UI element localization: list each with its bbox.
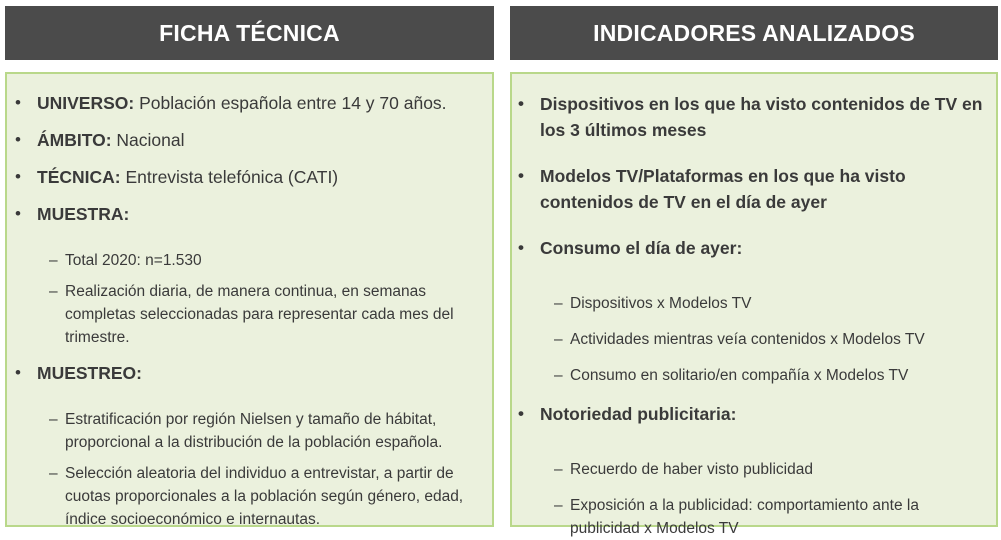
bullet-icon: • [15,204,21,223]
item-text: Dispositivos en los que ha visto contenidos de TV en los 3 últimos meses [540,94,983,140]
sub-item-text: Total 2020: n=1.530 [65,252,202,269]
item-text: Consumo el día de ayer: [540,238,743,258]
item-text: Entrevista telefónica (CATI) [120,167,339,187]
sub-item-text: Realización diaria, de manera continua, en semanas completas seleccionadas para representar cada mes del trimestre. [65,283,454,346]
sub-item [554,458,976,481]
item-text: Nacional [111,130,185,150]
item-text: Modelos TV/Plataformas en los que ha visto contenidos de TV en el día de ayer [540,166,906,212]
list-item-dispositivos [518,91,986,143]
sub-item [49,462,480,531]
dash-icon: – [554,367,563,384]
list-item-tecnica [15,164,486,190]
muestra-sublist [37,233,486,349]
item-label: TÉCNICA: [37,167,121,187]
sub-item-text: Actividades mientras veía contenidos x Modelos TV [570,331,925,348]
sub-item [49,280,480,349]
item-label: UNIVERSO: [37,93,135,113]
bullet-icon: • [15,167,21,186]
sub-item-text: Consumo en solitario/en compañía x Modelos TV [570,367,909,384]
muestreo-sublist [37,392,486,531]
indicadores-header [510,6,998,60]
notoriedad-sublist [540,441,986,540]
indicadores-list [512,74,996,540]
sub-item [554,292,976,315]
sub-item-text: Exposición a la publicidad: comportamiento ante la publicidad x Modelos TV [570,497,919,537]
bullet-icon: • [15,363,21,382]
list-item-notoriedad [518,401,986,540]
bullet-icon: • [518,404,524,423]
bullet-icon: • [518,238,524,257]
dash-icon: – [554,295,563,312]
list-item-modelos-tv [518,163,986,215]
dash-icon: – [554,331,563,348]
dash-icon: – [49,283,58,300]
dash-icon: – [49,465,58,482]
sub-item [49,408,480,454]
sub-item-text: Estratificación por región Nielsen y tamaño de hábitat, proporcional a la distribución de la población española. [65,411,443,451]
sub-item [554,494,976,540]
list-item-consumo [518,235,986,387]
dash-icon: – [554,461,563,478]
sub-item [554,364,976,387]
dash-icon: – [49,411,58,428]
sub-item-text: Selección aleatoria del individuo a entrevistar, a partir de cuotas proporcionales a la población según género, edad, índice socioeconómico e internautas. [65,465,464,528]
item-label: MUESTRA: [37,204,130,224]
sub-item-text: Recuerdo de haber visto publicidad [570,461,813,478]
item-text: Notoriedad publicitaria: [540,404,737,424]
bullet-icon: • [15,93,21,112]
bullet-icon: • [15,130,21,149]
indicadores-title: INDICADORES ANALIZADOS [593,19,915,46]
consumo-sublist [540,275,986,387]
ficha-tecnica-list [7,74,492,531]
list-item-ambito [15,127,486,153]
dash-icon: – [554,497,563,514]
sub-item-text: Dispositivos x Modelos TV [570,295,752,312]
list-item-muestra [15,201,486,349]
indicadores-panel [510,72,998,537]
ficha-tecnica-header [5,6,494,60]
list-item-muestreo [15,360,486,531]
dash-icon: – [49,252,58,269]
item-label: ÁMBITO: [37,130,112,150]
bullet-icon: • [518,166,524,185]
item-text: Población española entre 14 y 70 años. [134,93,447,113]
bullet-icon: • [518,94,524,113]
item-label: MUESTREO: [37,363,142,383]
sub-item [49,249,480,272]
sub-item [554,328,976,351]
ficha-tecnica-title: FICHA TÉCNICA [159,19,340,46]
ficha-tecnica-panel [5,72,494,527]
list-item-universo [15,90,486,116]
